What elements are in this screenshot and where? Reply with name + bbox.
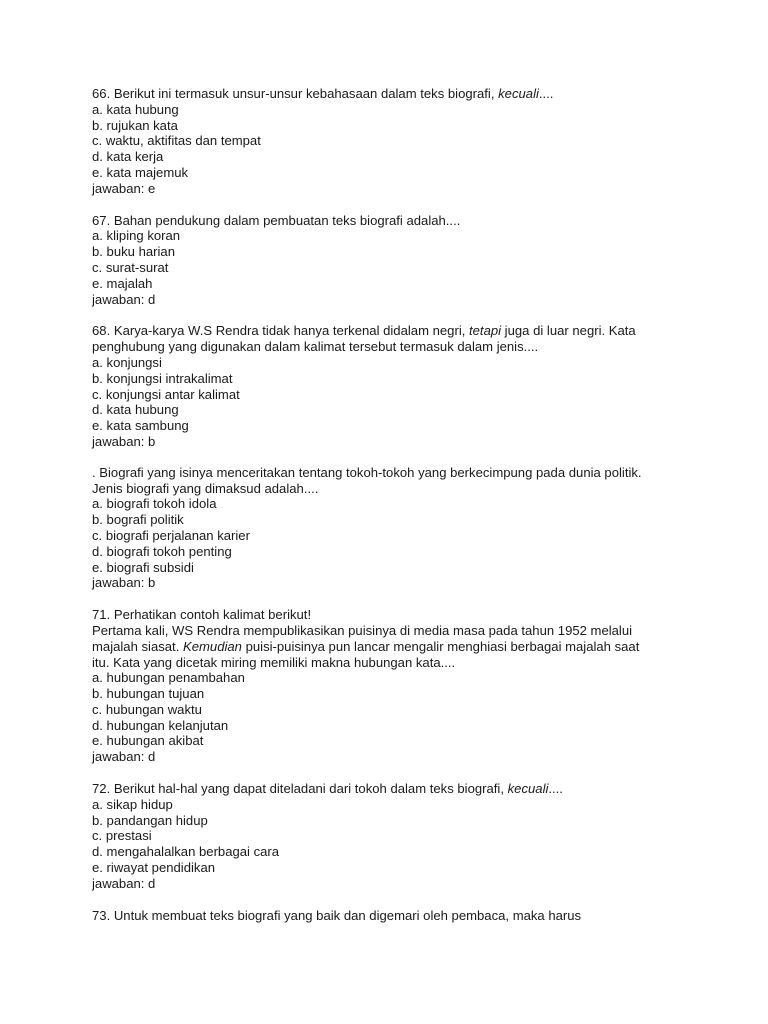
option: e. hubungan akibat bbox=[92, 733, 204, 749]
stem-italic-text: kecuali bbox=[498, 86, 539, 101]
option: a. biografi tokoh idola bbox=[92, 496, 217, 512]
question-66 bbox=[92, 86, 752, 197]
question-stem: . Biografi yang isinya menceritakan tentang tokoh-tokoh yang berkecimpung pada dunia politik. bbox=[92, 464, 642, 480]
option: b. konjungsi intrakalimat bbox=[92, 370, 233, 386]
stem-text: 66. Berikut ini termasuk unsur-unsur kebahasaan dalam teks biografi, bbox=[92, 86, 499, 101]
option: a. kliping koran bbox=[92, 228, 181, 244]
answer: jawaban: d bbox=[92, 875, 156, 891]
option: c. biografi perjalanan karier bbox=[92, 527, 250, 543]
option: a. sikap hidup bbox=[92, 796, 173, 812]
answer: jawaban: d bbox=[92, 291, 156, 307]
option: d. biografi tokoh penting bbox=[92, 543, 232, 559]
question-stem: itu. Kata yang dicetak miring memiliki makna hubungan kata.... bbox=[92, 654, 456, 670]
stem-text: 72. Berikut hal-hal yang dapat diteladani dari tokoh dalam teks biografi, bbox=[92, 781, 508, 797]
question-stem bbox=[92, 639, 752, 655]
option: c. konjungsi antar kalimat bbox=[92, 386, 240, 402]
question-stem bbox=[92, 323, 752, 339]
option: e. biografi subsidi bbox=[92, 559, 194, 575]
question-stem: 71. Perhatikan contoh kalimat berikut! bbox=[92, 607, 312, 623]
stem-text: .... bbox=[538, 86, 554, 101]
question-stem bbox=[92, 781, 752, 797]
option: b. buku harian bbox=[92, 244, 175, 260]
option: c. surat-surat bbox=[92, 259, 169, 275]
stem-text: juga di luar negri. Kata bbox=[501, 323, 636, 339]
option: e. riwayat pendidikan bbox=[92, 860, 216, 876]
stem-text: .... bbox=[548, 781, 563, 797]
option: d. kata kerja bbox=[92, 149, 164, 165]
question-70 bbox=[92, 465, 752, 591]
option: c. prestasi bbox=[92, 828, 152, 844]
option: d. mengahalalkan berbagai cara bbox=[92, 844, 280, 860]
stem-italic-text: Kemudian bbox=[182, 638, 242, 654]
question-stem bbox=[92, 86, 752, 102]
stem-text: puisi-puisinya pun lancar mengalir menghiasi berbagai majalah saat bbox=[241, 638, 640, 654]
option: e. kata sambung bbox=[92, 418, 189, 434]
option: b. pandangan hidup bbox=[92, 812, 208, 828]
stem-italic-text: kecuali bbox=[507, 781, 549, 797]
question-73 bbox=[92, 908, 752, 924]
answer: jawaban: b bbox=[92, 433, 156, 449]
option: c. hubungan waktu bbox=[92, 701, 202, 717]
question-stem: 73. Untuk membuat teks biografi yang baik dan digemari oleh pembaca, maka harus bbox=[92, 907, 582, 923]
question-stem: Jenis biografi yang dimaksud adalah.... bbox=[92, 480, 319, 496]
stem-text: majalah siasat. bbox=[92, 638, 183, 654]
option: d. hubungan kelanjutan bbox=[92, 717, 229, 733]
question-67 bbox=[92, 213, 752, 308]
option: e. majalah bbox=[92, 275, 153, 291]
option: a. hubungan penambahan bbox=[92, 670, 245, 686]
question-stem: 67. Bahan pendukung dalam pembuatan teks biografi adalah.... bbox=[92, 212, 461, 228]
document-page bbox=[92, 86, 752, 939]
option: a. kata hubung bbox=[92, 101, 179, 117]
option: a. konjungsi bbox=[92, 354, 162, 370]
option: d. kata hubung bbox=[92, 402, 179, 418]
question-72 bbox=[92, 781, 752, 892]
question-71 bbox=[92, 607, 752, 765]
option: b. hubungan tujuan bbox=[92, 686, 205, 702]
option: b. rujukan kata bbox=[92, 117, 178, 133]
option: b. bografi politik bbox=[92, 512, 184, 528]
answer: jawaban: d bbox=[92, 749, 156, 765]
stem-text: 68. Karya-karya W.S Rendra tidak hanya terkenal didalam negri, bbox=[92, 323, 470, 339]
question-stem: Pertama kali, WS Rendra mempublikasikan puisinya di media masa pada tahun 1952 melalui bbox=[92, 622, 633, 638]
question-68 bbox=[92, 323, 752, 449]
answer: jawaban: b bbox=[92, 575, 156, 591]
stem-italic-text: tetapi bbox=[469, 323, 502, 339]
question-stem: penghubung yang digunakan dalam kalimat tersebut termasuk dalam jenis.... bbox=[92, 339, 539, 355]
option: e. kata majemuk bbox=[92, 164, 189, 180]
option: c. waktu, aktifitas dan tempat bbox=[92, 133, 261, 149]
answer: jawaban: e bbox=[92, 180, 156, 196]
